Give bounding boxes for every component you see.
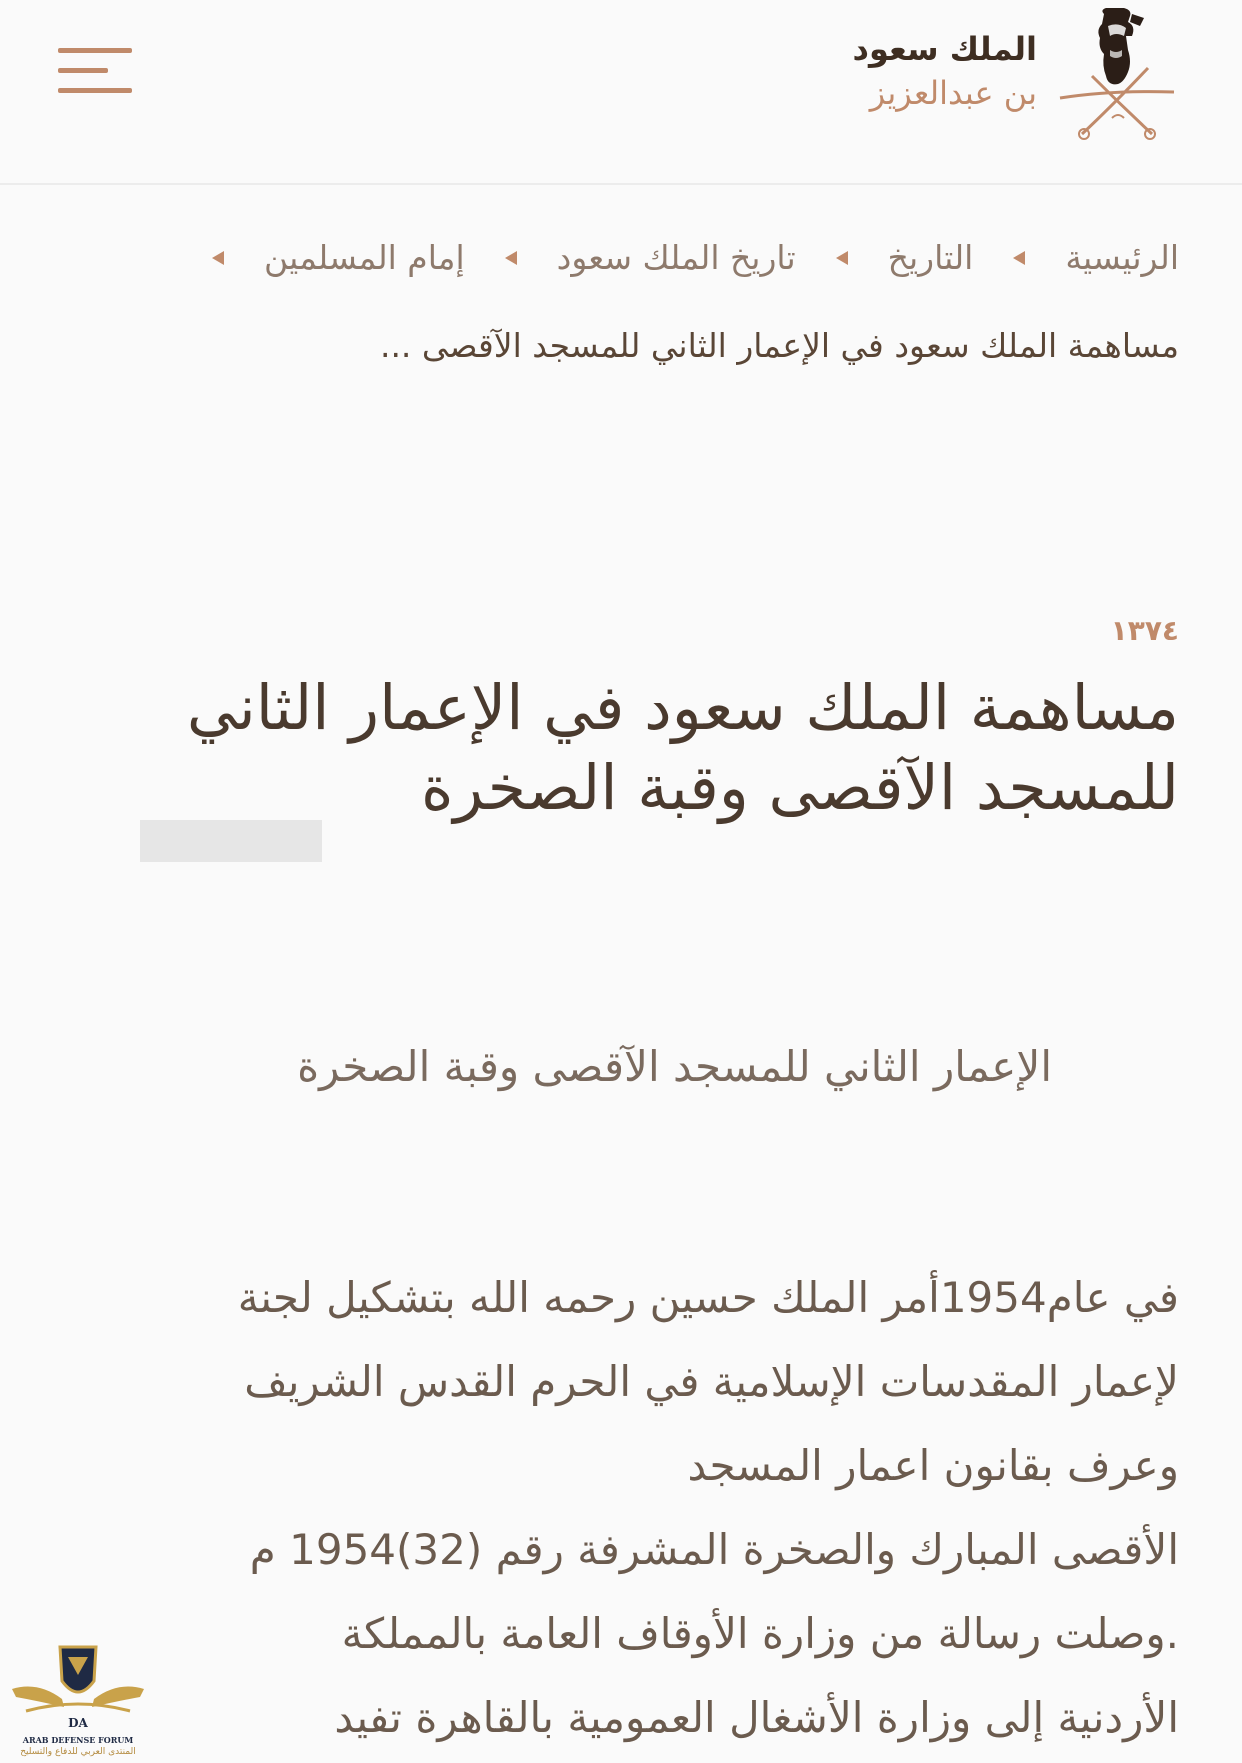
site-header [0, 0, 1242, 185]
menu-bar-middle [58, 68, 108, 73]
hamburger-menu-button[interactable] [58, 48, 132, 94]
menu-bar-bottom [58, 88, 132, 93]
breadcrumb-king-saud-history[interactable]: تاريخ الملك سعود [556, 238, 796, 277]
menu-bar-top [58, 48, 132, 53]
watermark-title: ARAB DEFENSE FORUM [22, 1735, 134, 1745]
body-line: وعرف بقانون اعمار المسجد [687, 1441, 1179, 1490]
body-line: لإعمار المقدسات الإسلامية في الحرم القدس الشريف [244, 1357, 1179, 1406]
body-line: الأقصى المبارك والصخرة المشرفة رقم (32)1954 م [249, 1525, 1179, 1574]
breadcrumb [212, 238, 1179, 277]
breadcrumb-arrow-icon [212, 251, 224, 265]
body-line: في عام1954أمر الملك حسين رحمه الله بتشكيل لجنة [237, 1273, 1179, 1322]
article-subtitle: الإعمار الثاني للمسجد الآقصى وقبة الصخرة [297, 1042, 1052, 1091]
body-line: الأردنية إلى وزارة الأشغال العمومية بالقاهرة تفيد [334, 1693, 1179, 1742]
breadcrumb-imam-muslims[interactable]: إمام المسلمين [264, 238, 465, 277]
logo-subtitle: بن عبدالعزيز [869, 74, 1037, 112]
breadcrumb-arrow-icon [836, 251, 848, 265]
eagle-shield-emblem [8, 1641, 148, 1735]
logo-title: الملك سعود [852, 30, 1037, 68]
breadcrumb-arrow-icon [505, 251, 517, 265]
site-logo[interactable] [782, 6, 1182, 146]
breadcrumb-home[interactable]: الرئيسية [1065, 238, 1179, 277]
watermark-subtitle: المنتدى العربي للدفاع والتسليح [20, 1747, 136, 1757]
breadcrumb-current: مساهمة الملك سعود في الإعمار الثاني للمسجد الآقصى ... [379, 326, 1179, 365]
watermark-monogram: DA [68, 1716, 88, 1730]
king-portrait-swords-emblem [1052, 6, 1182, 146]
article-year: ١٣٧٤ [1110, 614, 1179, 647]
breadcrumb-arrow-icon [1013, 251, 1025, 265]
body-line: .وصلت رسالة من وزارة الأوقاف العامة بالمملكة [341, 1609, 1179, 1658]
article-body [99, 1256, 1179, 1760]
article-title: مساهمة الملك سعود في الإعمار الثاني للمسجد الآقصى وقبة الصخرة [186, 671, 1179, 824]
arab-defense-forum-watermark [8, 1641, 148, 1761]
breadcrumb-history[interactable]: التاريخ [887, 238, 974, 277]
